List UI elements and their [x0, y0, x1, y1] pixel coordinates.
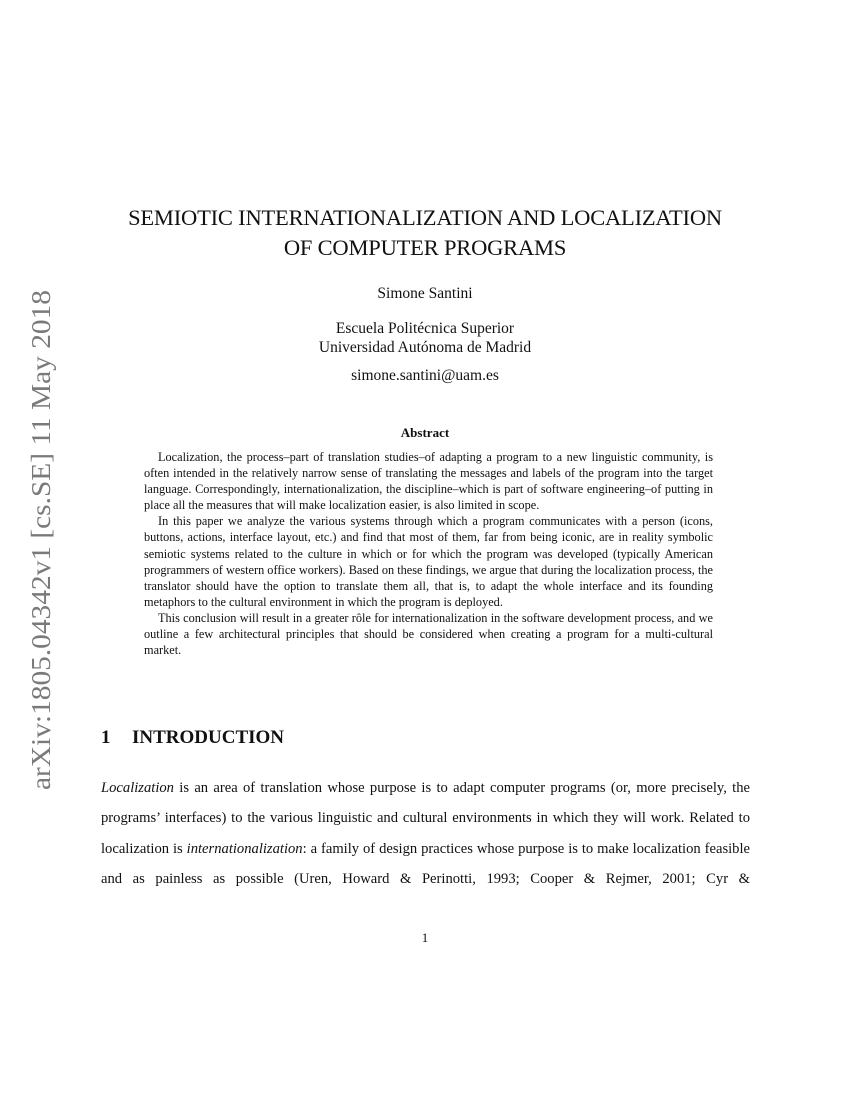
author-email: simone.santini@uam.es	[351, 367, 499, 384]
abstract-body	[144, 449, 713, 658]
abstract-heading: Abstract	[400, 425, 450, 440]
abstract-paragraph: This conclusion will result in a greater rôle for internationalization in the software development process, and we outline a few architectural principles that should be considered when creating a program for a multi-cultural market.	[144, 610, 713, 658]
affiliation-line-2: Universidad Autónoma de Madrid	[318, 339, 532, 356]
paper-title	[80, 203, 770, 263]
arxiv-stamp	[18, 290, 58, 790]
intro-text-2: : a family of design practices whose purpose is to make localization feasible and as painless as possible (Uren, Howard & Perinotti, 1993; Cooper & Rejmer, 2001; Cyr &	[101, 840, 751, 888]
term-localization: Localization	[101, 780, 174, 796]
author-name: Simone Santini	[377, 285, 473, 302]
arxiv-stamp-text: arXiv:1805.04342v1 [cs.SE] 11 May 2018	[25, 322, 56, 790]
paper-title-line-1: SEMIOTIC INTERNATIONALIZATION AND LOCALIZATION	[128, 205, 722, 230]
introduction-paragraph	[101, 773, 750, 895]
intro-text-1: is an area of translation whose purpose is to adapt computer programs (or, more precisely, the programs’ interfaces) to the various linguistic and cultural environments in which they will work. Related to localization is	[101, 780, 750, 857]
paper-title-line-2: OF COMPUTER PROGRAMS	[283, 235, 567, 260]
term-internationalization: internationalization	[186, 840, 303, 857]
section-title: INTRODUCTION	[132, 727, 285, 748]
abstract-paragraph: In this paper we analyze the various systems through which a program communicates with a person (icons, buttons, actions, interface layout, etc.) and find that most of them, far from being iconic, are in reality symbolic semiotic systems related to the culture in which or for which the program was developed (typically American programmers of western office workers). Based on these findings, we argue that during the localization process, the translator should have the option to translate them all, that is, to adapt the whole interface and its founding metaphors to the cultural environment in which the program is deployed.	[144, 514, 713, 609]
introduction-body	[101, 773, 750, 895]
page-number: 1	[421, 930, 429, 945]
affiliation-line-1: Escuela Politécnica Superior	[335, 320, 515, 337]
section-number: 1	[101, 727, 111, 748]
section-heading-introduction	[101, 727, 284, 749]
abstract-paragraph: Localization, the process–part of translation studies–of adapting a program to a new linguistic community, is often intended in the relatively narrow sense of translating the messages and labels of the program into the target language. Correspondingly, internationalization, the discipline–which is part of software engineering–of putting in place all the measures that will make localization easier, is also limited in scope.	[144, 450, 713, 513]
